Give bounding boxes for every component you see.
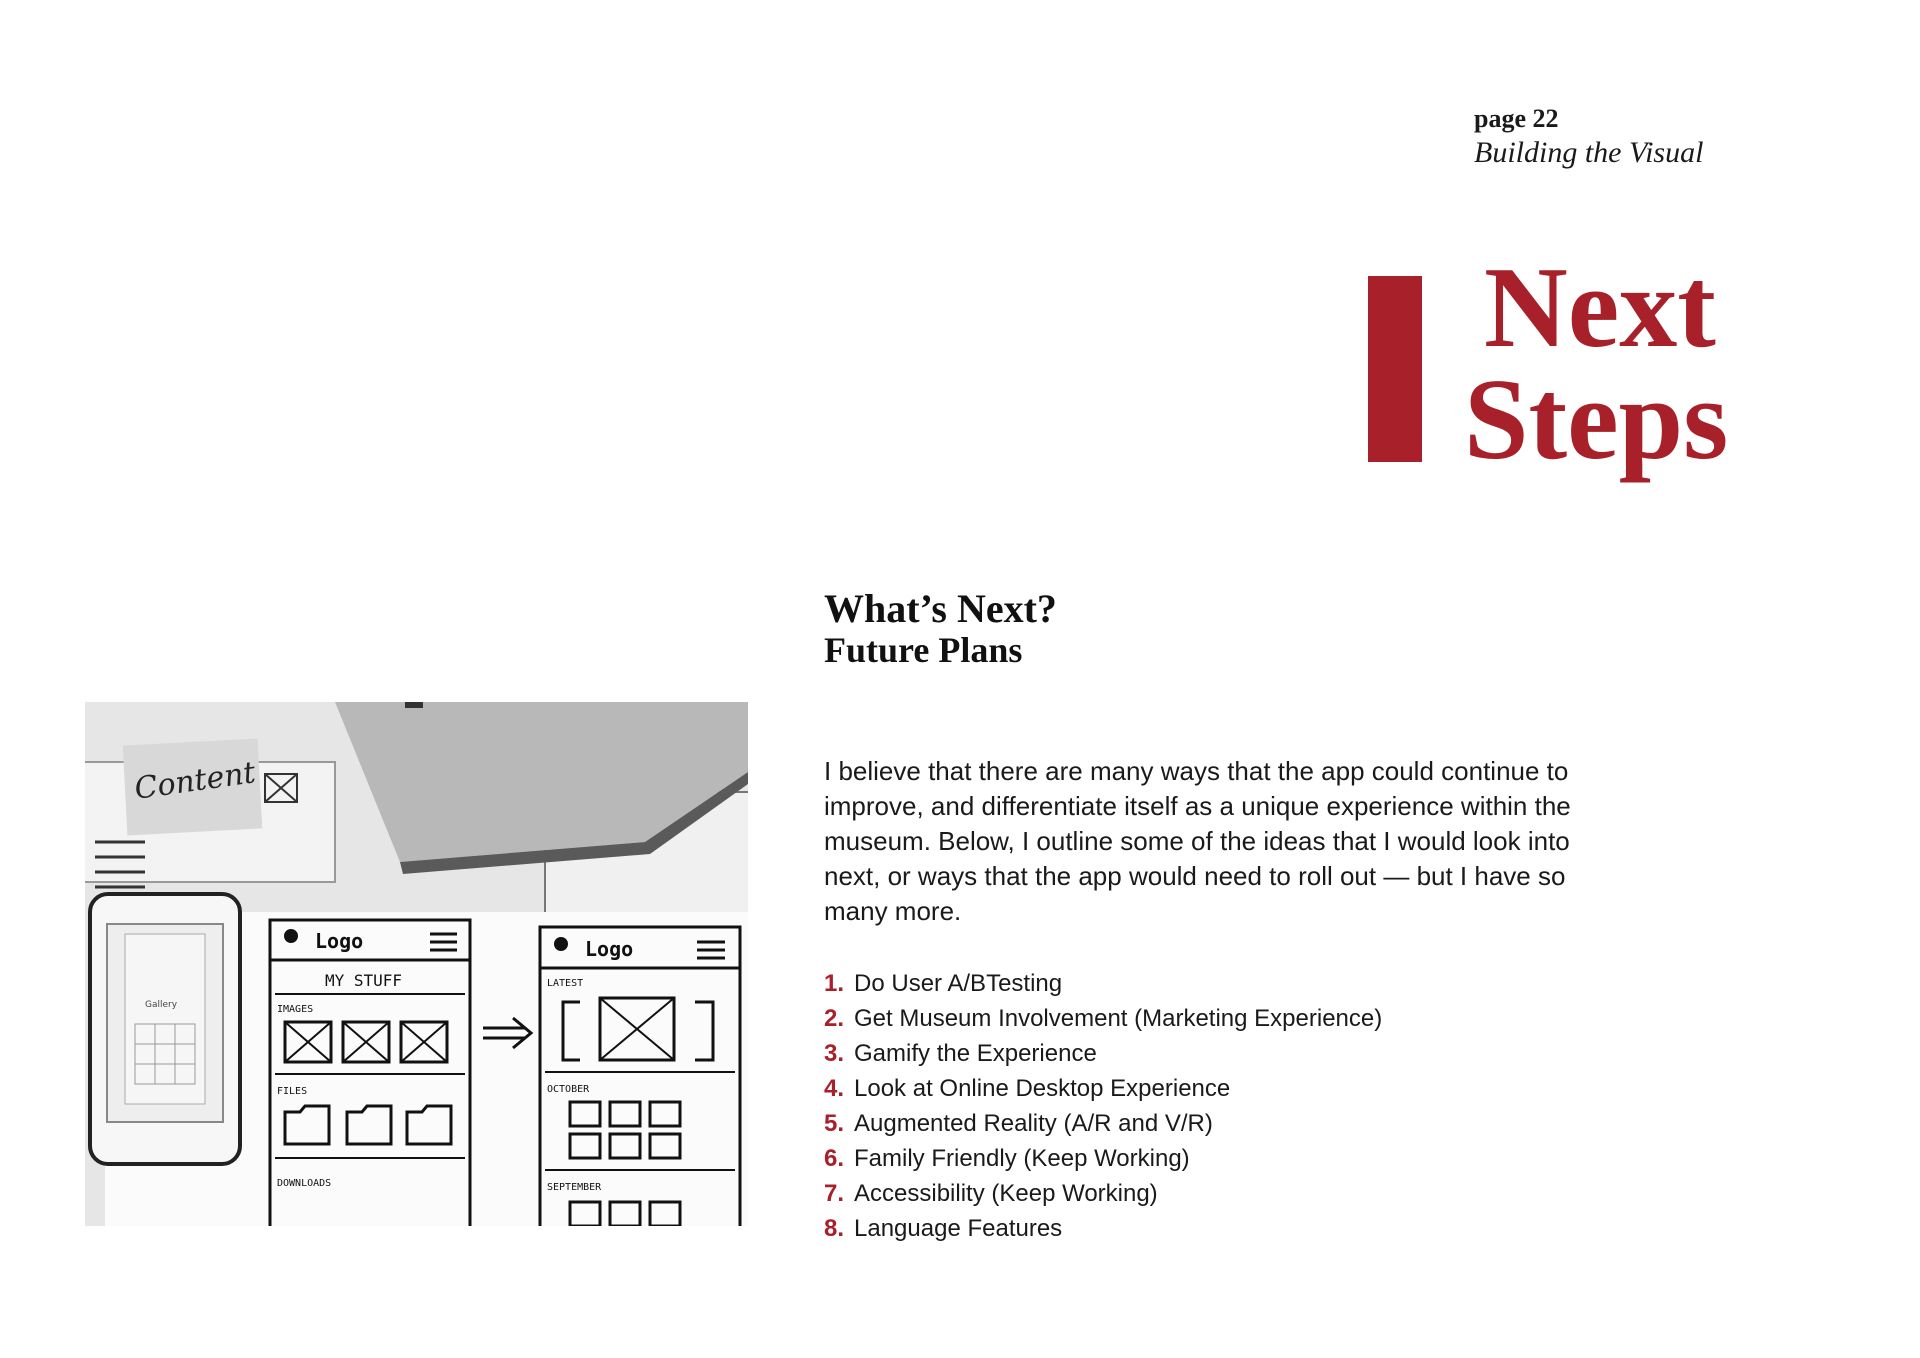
list-number: 4. [824, 1075, 845, 1102]
list-item-text: Language Features [854, 1215, 1063, 1242]
list-item-text: Do User A/BTesting [854, 970, 1063, 997]
wireframe-logo-right: Logo [585, 937, 634, 961]
list-item [824, 1106, 1382, 1141]
wireframe-sketch-photo [85, 702, 748, 1226]
list-item-text: Get Museum Involvement (Marketing Experience) [854, 1005, 1383, 1032]
list-number: 6. [824, 1145, 845, 1172]
section-heading-block [824, 588, 1057, 670]
wireframe-latest: LATEST [547, 978, 584, 989]
list-number: 2. [824, 1005, 845, 1032]
list-number: 1. [824, 970, 845, 997]
list-item [824, 1141, 1382, 1176]
wireframe-files: FILES [277, 1086, 308, 1097]
page-title [1464, 244, 1729, 484]
page-header [1474, 103, 1703, 171]
list-item-text: Gamify the Experience [854, 1040, 1097, 1067]
list-item-text: Augmented Reality (A/R and V/R) [854, 1110, 1213, 1137]
list-item [824, 1211, 1382, 1246]
section-heading: What’s Next? [824, 586, 1057, 631]
future-plans-list [824, 966, 1382, 1246]
wireframe-logo-left: Logo [315, 929, 364, 953]
list-item [824, 1176, 1382, 1211]
wireframe-images: IMAGES [277, 1004, 314, 1015]
list-item-text: Look at Online Desktop Experience [854, 1075, 1231, 1102]
accent-bar [1368, 276, 1422, 462]
list-number: 5. [824, 1110, 845, 1137]
list-item [824, 1071, 1382, 1106]
list-item [824, 1036, 1382, 1071]
list-item-text: Accessibility (Keep Working) [854, 1180, 1158, 1207]
list-number: 8. [824, 1215, 845, 1242]
phone-gallery-label: Gallery [145, 1000, 178, 1010]
list-item-text: Family Friendly (Keep Working) [854, 1145, 1190, 1172]
wireframe-october: OCTOBER [547, 1084, 590, 1095]
wireframe-downloads: DOWNLOADS [277, 1178, 332, 1189]
title-line-1: Next [1484, 244, 1716, 372]
wireframe-sketch-illustration [85, 702, 748, 1226]
list-item [824, 966, 1382, 1001]
wireframe-my-stuff: MY STUFF [325, 971, 403, 990]
section-name: Building the Visual [1474, 136, 1704, 169]
section-subheading: Future Plans [824, 630, 1023, 670]
sticky-note-text: Content [132, 755, 258, 807]
title-line-2: Steps [1464, 356, 1729, 484]
list-number: 3. [824, 1040, 845, 1067]
list-item [824, 1001, 1382, 1036]
page-number: page 22 [1474, 104, 1559, 133]
intro-paragraph: I believe that there are many ways that the app could continue to improve, and differentiate itself as a unique experience within the museum. Below, I outline some of the ideas that I would look into next, or ways that the app would need to roll out — but I have so many more. [824, 756, 1571, 926]
wireframe-september: SEPTEMBER [547, 1182, 602, 1193]
list-number: 7. [824, 1180, 845, 1207]
